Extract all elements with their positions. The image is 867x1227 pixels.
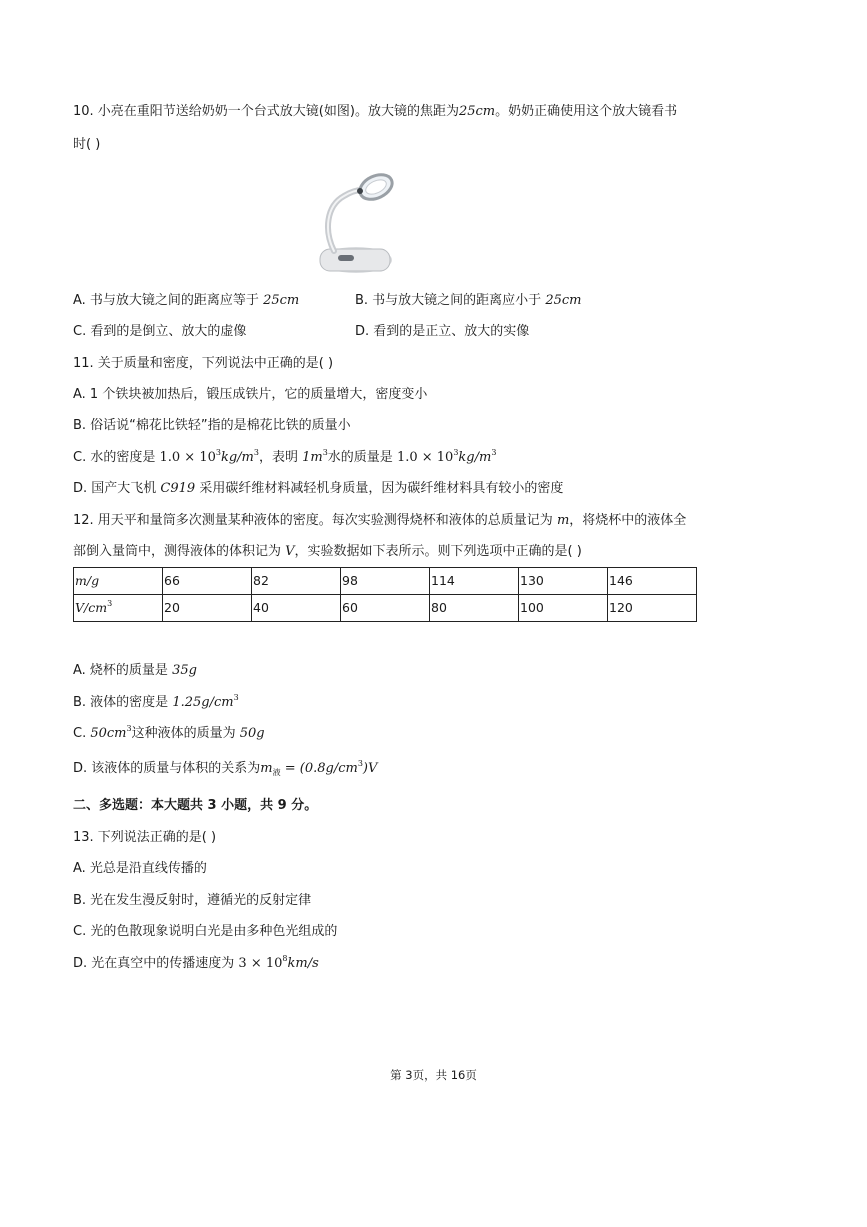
q13-option-a[interactable]: A. 光总是沿直线传播的	[73, 861, 207, 876]
table-cell: 120	[608, 595, 697, 622]
q13-option-d[interactable]	[73, 955, 319, 973]
q11-d-text2: 采用碳纤维材料减轻机身质量，因为碳纤维材料具有较小的密度	[195, 481, 564, 496]
q11-c-num1: 1.0 × 10	[159, 450, 216, 465]
table-cell: 100	[519, 595, 608, 622]
q12-option-a[interactable]	[73, 662, 197, 680]
q11-option-c[interactable]	[73, 449, 496, 467]
q10-stem-text: 10. 小亮在重阳节送给奶奶一个台式放大镜(如图)。放大镜的焦距为	[73, 104, 459, 119]
q10-option-b[interactable]	[355, 292, 581, 310]
q11-d-text1: D. 国产大飞机	[73, 481, 161, 496]
q13-d-exp: 8	[282, 954, 288, 963]
volume-label: V/cm	[75, 600, 108, 615]
q12-d-text: D. 该液体的质量与体积的关系为	[73, 761, 261, 776]
q12-stem-c: 部倒入量筒中，测得液体的体积记为	[73, 544, 286, 559]
q11-c-exp3: 3	[322, 448, 328, 457]
page-footer: 第 3页，共 16页	[390, 1068, 477, 1082]
q11-option-b[interactable]: B. 俗话说“棉花比铁轻”指的是棉花比铁的质量小	[73, 418, 351, 433]
q13-d-text: D. 光在真空中的传播速度为	[73, 956, 239, 971]
q12-a-value: 35g	[172, 663, 197, 678]
q10-option-a-text: A. 书与放大镜之间的距离应等于	[73, 293, 264, 308]
q12-b-value: 1.25g/cm	[172, 695, 234, 710]
q12-stem-b: ，将烧杯中的液体全	[569, 513, 687, 528]
q13-d-num: 3 × 10	[238, 956, 283, 971]
q12-d-end: )V	[362, 761, 378, 776]
q11-c-text2: ，表明	[258, 450, 303, 465]
table-cell: 130	[519, 568, 608, 595]
q12-c-mass: 50g	[239, 726, 265, 741]
q11-c-exp5: 3	[491, 448, 497, 457]
q11-option-d[interactable]	[73, 480, 563, 498]
q12-a-text: A. 烧杯的质量是	[73, 663, 173, 678]
table-cell: 80	[430, 595, 519, 622]
q12-b-exp: 3	[233, 693, 239, 702]
section-multiple-choice-heading: 二、多选题：本大题共 3 小题，共 9 分。	[73, 798, 318, 813]
table-header-volume	[74, 595, 163, 622]
q12-d-eq: = (0.8g/cm	[280, 761, 358, 776]
q11-option-a[interactable]: A. 1 个铁块被加热后，锻压成铁片，它的质量增大，密度变小	[73, 387, 428, 402]
q13-option-c[interactable]: C. 光的色散现象说明白光是由多种色光组成的	[73, 924, 338, 939]
q11-stem: 11. 关于质量和密度，下列说法中正确的是( )	[73, 356, 334, 371]
q11-d-model: C919	[160, 481, 196, 496]
q12-d-sub: 液	[272, 768, 281, 777]
q10-option-b-value: 25cm	[545, 293, 582, 308]
q10-option-c[interactable]: C. 看到的是倒立、放大的虚像	[73, 324, 247, 339]
table-cell: 66	[163, 568, 252, 595]
volume-exp: 3	[107, 599, 113, 608]
table-cell: 98	[341, 568, 430, 595]
q12-c-volume: 50cm	[90, 726, 127, 741]
q12-option-d[interactable]	[73, 760, 377, 778]
q11-c-exp1: 3	[215, 448, 221, 457]
table-cell: 146	[608, 568, 697, 595]
q12-c-text: 这种液体的质量为	[131, 726, 240, 741]
q12-data-table	[73, 567, 697, 622]
mass-label: m/g	[75, 573, 100, 588]
q12-option-c[interactable]	[73, 725, 265, 743]
q10-focal-length: 25cm	[458, 104, 496, 119]
table-header-mass	[74, 568, 163, 595]
table-cell: 82	[252, 568, 341, 595]
q12-d-exp: 3	[357, 759, 363, 768]
q12-c-exp: 3	[126, 724, 132, 733]
q12-stem-line2	[73, 543, 582, 561]
q10-option-a[interactable]	[73, 292, 299, 310]
q12-stem-line1	[73, 512, 686, 530]
q12-stem-a: 12. 用天平和量筒多次测量某种液体的密度。每次实验测得烧杯和液体的总质量记为	[73, 513, 557, 528]
table-cell: 20	[163, 595, 252, 622]
q12-d-m: m	[260, 761, 273, 776]
magnifier-lamp-image	[318, 171, 394, 275]
q10-option-d[interactable]: D. 看到的是正立、放大的实像	[355, 324, 530, 339]
table-cell: 60	[341, 595, 430, 622]
q12-option-b[interactable]	[73, 694, 239, 712]
q10-stem-line2: 时( )	[73, 137, 101, 152]
q12-c-letter: C.	[73, 726, 91, 741]
q11-c-exp2: 3	[253, 448, 259, 457]
q11-c-vol: 1m	[302, 450, 323, 465]
q12-b-text: B. 液体的密度是	[73, 695, 173, 710]
q13-option-b[interactable]: B. 光在发生漫反射时，遵循光的反射定律	[73, 893, 312, 908]
q11-c-text1: C. 水的密度是	[73, 450, 160, 465]
q11-c-exp4: 3	[453, 448, 459, 457]
q10-stem-line1	[73, 103, 677, 121]
table-row-volume	[74, 595, 697, 622]
q12-symbol-m: m	[556, 513, 570, 528]
q11-c-unit2: kg/m	[458, 450, 492, 465]
q11-c-num2: 1.0 × 10	[396, 450, 454, 465]
q11-c-unit1: kg/m	[220, 450, 254, 465]
q13-d-unit: km/s	[287, 956, 319, 971]
q12-symbol-v: V	[285, 544, 295, 559]
q10-option-a-value: 25cm	[263, 293, 300, 308]
q13-stem: 13. 下列说法正确的是( )	[73, 830, 217, 845]
table-cell: 40	[252, 595, 341, 622]
q11-c-text3: 水的质量是	[327, 450, 397, 465]
table-row-mass	[74, 568, 697, 595]
q10-stem-end: 。奶奶正确使用这个放大镜看书	[495, 104, 678, 119]
table-cell: 114	[430, 568, 519, 595]
q12-stem-d: ，实验数据如下表所示。则下列选项中正确的是( )	[294, 544, 582, 559]
q10-option-b-text: B. 书与放大镜之间的距离应小于	[355, 293, 546, 308]
